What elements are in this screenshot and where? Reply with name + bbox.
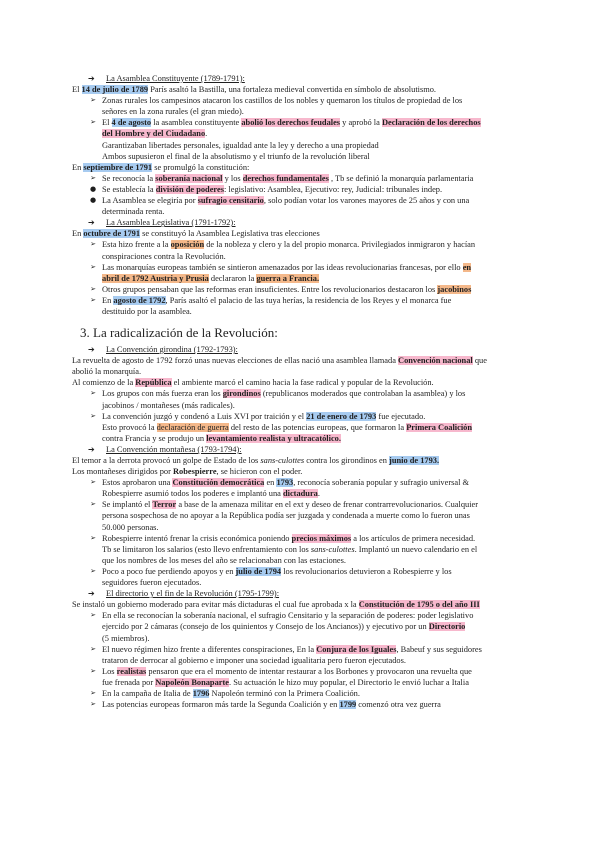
paragraph: En septiembre de 1791 se promulgó la constitución:	[72, 162, 250, 172]
arrowhead-bullet-icon: ➢	[90, 284, 96, 293]
list-item: ● La Asamblea se elegiría por sufragio censitario, solo podían votar los varones mayores de 25 años y con una	[89, 196, 470, 206]
subsection-heading-convencion-montanesa: ➔ La Convención montañesa (1793-1794):	[88, 444, 242, 454]
list-item-continuation: Garantizaban libertades personales, igualdad ante la ley y derecho a una propiedad	[102, 140, 379, 150]
paragraph: El temor a la derrota provocó un golpe de Estado de los sans-culottes contra los girondinos en junio de 1793.	[72, 456, 440, 465]
list-item-continuation: conspiraciones contra la Revolución.	[102, 251, 226, 261]
dot-bullet-icon: ●	[89, 184, 97, 193]
section-heading: 3. La radicalización de la Revolución:	[80, 325, 278, 341]
arrowhead-bullet-icon: ➢	[90, 240, 96, 249]
arrowhead-bullet-icon: ➢	[90, 96, 96, 105]
list-item-continuation: contra Francia y se produjo un levantamiento realista y ultracatólico.	[102, 433, 341, 443]
arrow-icon: ➔	[88, 589, 95, 599]
notes-content	[72, 73, 528, 710]
arrow-icon: ➔	[88, 74, 95, 83]
paragraph: Se instaló un gobierno moderado para evitar más dictaduras el cual fue aprobada x la Constitución de 1795 o del año III	[72, 600, 480, 610]
paragraph: La revuelta de agosto de 1792 forzó unas nuevas elecciones de ellas nació una asamblea llamada Convención nacional que	[72, 356, 487, 366]
list-item-continuation: del Hombre y del Ciudadano.	[102, 129, 208, 139]
arrowhead-bullet-icon: ➢	[90, 478, 96, 487]
paragraph: El 14 de julio de 1789 París asaltó la Bastilla, una fortaleza medieval convertida en símbolo de absolutismo.	[72, 85, 437, 95]
list-item: ➢ Los realistas pensaron que era el momento de intentar restaurar a los Borbones y provocaron una revuelta que	[72, 666, 528, 677]
list-item-continuation: determinada renta.	[102, 207, 165, 217]
list-item-continuation: Robespierre asumió todos los poderes e implantó una dictadura.	[102, 489, 320, 499]
paragraph: En octubre de 1791 se constituyó la Asamblea Legislativa tras elecciones	[72, 229, 320, 239]
list-item: ➢ La convención juzgó y condenó a Luis XVI por traición y el 21 de enero de 1793 fue ejecutado.	[72, 411, 528, 422]
list-item: ➢ Robespierre intentó frenar la crisis económica poniendo precios máximos a los artículos de primera necesidad.	[72, 533, 528, 544]
subsection-heading-directorio: ➔ El directorio y el fin de la Revolución (1795-1799):	[88, 589, 280, 599]
list-item: ➢ Poco a poco fue perdiendo apoyos y en julio de 1794 los revolucionarios detuvieron a Robespierre y los	[72, 566, 528, 577]
list-item: ➢ Esta hizo frente a la oposición de la nobleza y clero y la del propio monarca. Privilegiados inmigraron y hacían	[72, 239, 528, 250]
dot-bullet-icon: ●	[89, 196, 97, 205]
list-item-continuation: ejercido por 2 cámaras (consejo de los quinientos y Consejo de los Ancianos)) y ejecutivo por un Directorio	[102, 622, 466, 632]
list-item: ● Se establecía la división de poderes: legislativo: Asamblea, Ejecutivo: rey, Judicial: tribunales indep.	[89, 184, 443, 194]
list-item: ➢ Otros grupos pensaban que las reformas eran insuficientes. Entre los revolucionarios destacaron los jacobinos	[72, 284, 528, 295]
paragraph: Los montañeses dirigidos por Robespierre, se hicieron con el poder.	[72, 467, 303, 477]
list-item: ➢ Las potencias europeas formaron más tarde la Segunda Coalición y en 1799 comenzó otra vez guerra	[72, 699, 528, 710]
arrowhead-bullet-icon: ➢	[90, 566, 96, 575]
subsection-heading-convencion-girondina: ➔ La Convención girondina (1792-1793):	[88, 345, 238, 355]
list-item: ➢ En agosto de 1792, París asaltó el palacio de las tuya herías, la residencia de los Reyes y el monarca fue	[72, 295, 528, 306]
list-item-continuation: que los nombres de los meses del año se relacionaban con las estaciones.	[102, 555, 346, 565]
arrowhead-bullet-icon: ➢	[90, 611, 96, 620]
list-item: ➢ Se reconocía la soberanía nacional y los derechos fundamentales , Tb se definió la monarquía parlamentaria	[72, 173, 528, 184]
subsection-heading-asamblea-legislativa: ➔ La Asamblea Legislativa (1791-1792):	[88, 218, 236, 228]
arrowhead-bullet-icon: ➢	[90, 500, 96, 509]
list-item-continuation: persona sospechosa de no apoyar a la República podía ser juzgada y condenada a muerte como lo fueron unas	[102, 511, 470, 521]
list-item-continuation: 50.000 personas.	[102, 522, 159, 532]
list-item-continuation: trataron de derrocar al gobierno e imponer una sociedad igualitaria pero fueron ejecutados.	[102, 655, 406, 665]
list-item-continuation: destituido por la asamblea.	[102, 306, 192, 316]
paragraph-continuation: abolió la monarquía.	[72, 367, 142, 377]
list-item: ➢ Las monarquías europeas también se sintieron amenazados por las ideas revolucionarias francesas, por ello en	[72, 262, 528, 273]
arrow-icon: ➔	[88, 218, 95, 228]
list-item-continuation: jacobinos / montañeses (más radicales).	[102, 400, 235, 410]
list-item-continuation: señores en la zona rurales (el gran miedo).	[102, 107, 244, 117]
list-item: ➢ El 4 de agosto la asamblea constituyente abolió los derechos feudales y aprobó la Declaración de los derechos	[72, 117, 528, 128]
subsection-heading-asamblea-constituyente: ➔ La Asamblea Constituyente (1789-1791):	[88, 74, 245, 83]
arrowhead-bullet-icon: ➢	[90, 533, 96, 542]
list-item-continuation: Ambos supusieron el final de la absolutismo y el triunfo de la revolución liberal	[102, 151, 370, 161]
arrowhead-bullet-icon: ➢	[90, 688, 96, 697]
list-item: ➢ El nuevo régimen hizo frente a diferentes conspiraciones, En la Conjura de los Iguales, Babeuf y sus seguidores	[72, 644, 528, 655]
arrowhead-bullet-icon: ➢	[90, 389, 96, 398]
list-item: ➢ Se implantó el Terror a base de la amenaza militar en el ext y deseo de frenar contrarrevolucionarios. Cualquier	[72, 499, 528, 510]
arrowhead-bullet-icon: ➢	[90, 700, 96, 709]
list-item: ➢ En la campaña de Italia de 1796 Napoleón terminó con la Primera Coalición.	[72, 688, 528, 699]
arrow-icon: ➔	[88, 345, 95, 355]
list-item: ➢ Zonas rurales los campesinos atacaron los castillos de los nobles y quemaron los títulos de propiedad de los	[72, 95, 528, 106]
arrow-icon: ➔	[88, 444, 95, 454]
arrowhead-bullet-icon: ➢	[90, 666, 96, 675]
arrowhead-bullet-icon: ➢	[90, 262, 96, 271]
list-item: ➢ Estos aprobaron una Constitución democrática en 1793, reconocía soberanía popular y sufragio universal &	[72, 477, 528, 488]
list-item-continuation: abril de 1792 Austria y Prusia declararon la guerra a Francia.	[102, 273, 320, 283]
arrowhead-bullet-icon: ➢	[90, 644, 96, 653]
list-item-continuation: seguidores fueron ejecutados.	[102, 578, 202, 588]
list-item: ➢ Los grupos con más fuerza eran los girondinos (republicanos moderados que controlaban la asamblea) y los	[72, 388, 528, 399]
list-item-continuation: Tb se limitaron los salarios (esto llevo enfrentamiento con los sans-culottes. Implantó un nuevo calendario en el	[102, 544, 478, 554]
arrowhead-bullet-icon: ➢	[90, 173, 96, 182]
list-item: ➢ En ella se reconocían la soberanía nacional, el sufragio Censitario y la separación de poderes: poder legislativo	[72, 610, 528, 621]
arrowhead-bullet-icon: ➢	[90, 411, 96, 420]
paragraph: Al comienzo de la República el ambiente marcó el camino hacia la fase radical y popular de la Revolución.	[72, 378, 434, 388]
list-item-continuation: (5 miembros).	[102, 633, 150, 643]
arrowhead-bullet-icon: ➢	[90, 295, 96, 304]
list-item-continuation: Esto provocó la declaración de guerra del resto de las potencias europeas, que formaron la Primera Coalición	[102, 422, 473, 432]
list-item-continuation: fue frenada por Napoleón Bonaparte. Su actuación le hizo muy popular, el Directorio le envió luchar a Italia	[102, 677, 469, 687]
arrowhead-bullet-icon: ➢	[90, 118, 96, 127]
